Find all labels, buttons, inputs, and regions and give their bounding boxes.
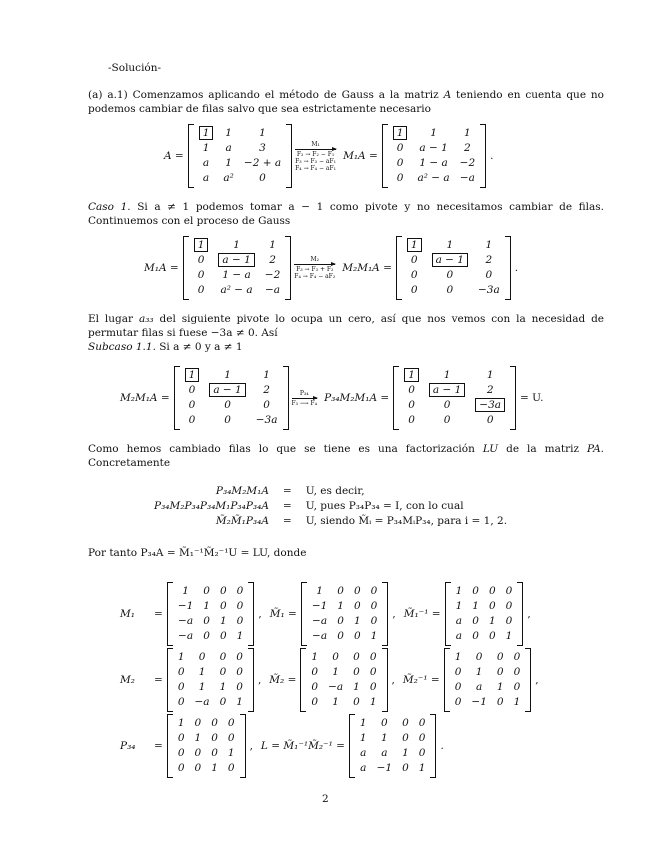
matrix-cell: 0 <box>446 284 454 296</box>
matrix-cell: −3a <box>478 284 500 296</box>
matrix-cell: 0 <box>513 666 521 678</box>
matrix-cell: 0 <box>486 414 494 426</box>
matrix-label: P₃₄ <box>120 740 136 752</box>
matrix-cell: 0 <box>488 630 496 642</box>
matrix-cell: 0 <box>446 269 454 281</box>
matrix-cell: 0 <box>472 630 479 642</box>
solution-heading: -Solución- <box>108 62 162 74</box>
matrix-cell: 0 <box>211 732 218 744</box>
var-a33: a₃₃ <box>138 313 154 325</box>
matrix-cell: 0 <box>219 600 227 612</box>
matrix-cell: 1 <box>177 651 185 663</box>
system-eq: = <box>282 500 292 512</box>
matrix-cell: 0 <box>219 651 227 663</box>
paragraph-4: Por tanto P₃₄A = M̃₁⁻¹M̃₂⁻¹U = LU, donde <box>88 547 307 559</box>
var-PA: PA <box>586 443 601 455</box>
system-lhs: M̃₂M̃₁P₃₄A <box>215 515 269 527</box>
matrix-cell: 1 <box>485 239 493 251</box>
system-eq: = <box>282 515 292 527</box>
matrix-cell: 0 <box>177 696 185 708</box>
matrix-cell: −a <box>459 172 475 184</box>
matrix-cell: 0 <box>370 615 378 627</box>
matrix-cell: 0 <box>370 600 378 612</box>
matrix-M2t <box>300 648 387 712</box>
matrix-cell: −a <box>328 681 344 693</box>
matrix-cell: 2 <box>269 254 276 266</box>
matrix-cell: 1 <box>202 142 210 154</box>
matrix-cell: 1 <box>454 651 462 663</box>
matrix-cell: 2 <box>263 384 270 396</box>
punctuation: , <box>258 608 262 620</box>
matrix-cell: 0 <box>443 399 451 411</box>
equation-rhs-label: M₂M₁A = <box>342 262 392 274</box>
matrix-cell: 1 <box>219 615 227 627</box>
matrix-right <box>382 124 486 188</box>
matrix-cell: 0 <box>402 732 409 744</box>
matrix-cell: 0 <box>236 666 243 678</box>
matrix-cell: a − 1 <box>429 383 465 397</box>
matrix-cell: 0 <box>194 717 202 729</box>
matrix-label: M₂ <box>120 674 135 686</box>
equation-2 <box>140 236 522 300</box>
equation-1 <box>160 124 497 188</box>
matrix-cell: 0 <box>408 414 415 426</box>
matrix-cell: 0 <box>402 762 409 774</box>
equation-lhs: A = <box>164 150 184 162</box>
matrix-cell: 0 <box>369 681 377 693</box>
matrix-cell: 0 <box>236 681 243 693</box>
operation-step: F₄ → F₄ − aF₁ <box>295 164 337 172</box>
matrix-cell: 0 <box>177 762 185 774</box>
matrix-cell: 1 <box>199 126 214 140</box>
matrix-cell: 1 <box>219 681 227 693</box>
matrix-cell: 0 <box>418 717 426 729</box>
matrix-cell: 0 <box>224 399 231 411</box>
punctuation: , <box>527 608 531 620</box>
matrix-cell: 0 <box>443 414 451 426</box>
page-number: 2 <box>322 793 329 805</box>
matrix-cell: 1 <box>359 717 367 729</box>
operation-step: F₂ → F₂ − F₁ <box>296 150 335 158</box>
caso1-title: Caso 1. <box>88 201 131 213</box>
matrix-cell: 0 <box>454 696 462 708</box>
matrix-cell: −2 + a <box>243 157 282 169</box>
matrix-cell: 0 <box>488 600 496 612</box>
matrix-cell: a <box>360 747 367 759</box>
matrix-cell: a <box>476 681 483 693</box>
matrix-cell: 0 <box>353 651 360 663</box>
matrix-cell: 1 <box>236 630 244 642</box>
system-lhs: P₃₄M₂P₃₄P₃₄M₁P₃₄P₃₄A <box>154 500 269 512</box>
matrix-label: M̃₂⁻¹ = <box>402 674 440 686</box>
equation-3 <box>116 366 547 430</box>
intro-paragraph <box>88 88 604 116</box>
matrix-M2 <box>167 648 254 712</box>
matrix-cell: a − 1 <box>432 253 468 267</box>
matrix-cell: 1 <box>198 681 206 693</box>
matrix-cell: 0 <box>203 630 210 642</box>
punctuation: , <box>535 674 539 686</box>
matrix-cell: 1 <box>211 762 218 774</box>
matrix-cell: 1 <box>316 585 323 597</box>
matrix-row-3 <box>116 714 448 778</box>
matrix-cell: 1 <box>259 127 266 139</box>
matrix-cell: −1 <box>376 762 393 774</box>
equation-rhs-label: M₁A = <box>343 150 378 162</box>
matrix-cell: 0 <box>311 696 319 708</box>
matrix-cell: 0 <box>496 651 504 663</box>
matrix-cell: −a <box>265 284 281 296</box>
matrix-cell: a <box>225 142 232 154</box>
para2-text2: del siguiente pivote lo ocupa un cero, así que nos vemos con la necesidad de permutar filas si fuese −3a ≠ 0. Así <box>88 313 604 339</box>
matrix-cell: 1 <box>332 666 339 678</box>
matrix-cell: 0 <box>513 651 521 663</box>
matrix-cell: 1 <box>194 732 202 744</box>
matrix-cell: 1 <box>455 600 463 612</box>
matrix-cell: 0 <box>337 630 344 642</box>
arrow-line <box>295 149 336 150</box>
matrix-cell: 0 <box>475 651 483 663</box>
matrix-cell: 2 <box>486 384 494 396</box>
matrix-cell: 0 <box>227 762 235 774</box>
matrix-cell: −a <box>312 630 328 642</box>
punctuation: , <box>249 740 253 752</box>
matrix-cell: 1 <box>513 696 521 708</box>
matrix-cell: 0 <box>236 651 243 663</box>
system-rhs: U, siendo M̃ᵢ = P₃₄MᵢP₃₄, para i = 1, 2. <box>305 515 508 527</box>
punctuation: , <box>392 608 396 620</box>
matrix-cell: 1 <box>402 747 409 759</box>
matrix-cell: 0 <box>197 254 205 266</box>
matrix-cell: 0 <box>410 284 418 296</box>
system-lhs: P₃₄M₂M₁A <box>215 485 269 497</box>
matrix-cell: 0 <box>311 681 319 693</box>
matrix-cell: 1 <box>496 681 504 693</box>
matrix-cell: 0 <box>194 747 202 759</box>
matrix-cell: 1 <box>225 157 232 169</box>
matrix-cell: 0 <box>370 585 378 597</box>
para3-text1: Como hemos cambiado filas lo que se tiene es una factorización <box>88 443 483 455</box>
matrix-cell: 0 <box>236 600 244 612</box>
matrix-cell: 0 <box>396 142 404 154</box>
matrix-label: M̃₁ = <box>269 608 297 620</box>
matrix-cell: −a <box>194 696 210 708</box>
matrix-cell: 1 <box>177 717 185 729</box>
matrix-cell: 0 <box>259 172 266 184</box>
intro-text-1: Comenzamos aplicando el método de Gauss a la matriz <box>127 89 444 101</box>
matrix-cell: 1 <box>353 615 361 627</box>
equals-sign: = <box>154 674 163 686</box>
matrix-cell: 0 <box>337 585 344 597</box>
matrix-cell: 1 <box>194 238 209 252</box>
matrix-cell: 0 <box>211 747 218 759</box>
matrix-cell: 0 <box>513 681 521 693</box>
matrix-cell: 0 <box>224 414 231 426</box>
matrix-cell: −2 <box>459 157 476 169</box>
matrix-cell: 1 <box>224 369 231 381</box>
matrix-cell: 0 <box>369 666 377 678</box>
matrix-cell: 0 <box>211 717 218 729</box>
equation-rhs-label: P₃₄M₂M₁A = <box>324 392 390 404</box>
matrix-cell: a² <box>223 172 234 184</box>
matrix-cell: 1 <box>227 747 235 759</box>
matrix-cell: 0 <box>177 747 185 759</box>
caso1-text: Si a ≠ 1 podemos tomar a − 1 como pivote y no necesitamos cambiar de filas. Continuemos con el proceso de Gauss <box>88 201 604 227</box>
matrix-label: M̃₁⁻¹ = <box>403 608 441 620</box>
matrix-cell: 0 <box>402 717 409 729</box>
matrix-cell: 1 <box>370 630 378 642</box>
matrix-cell: 1 <box>464 127 471 139</box>
matrix-cell: 1 <box>418 762 426 774</box>
intro-text-2: teniendo en cuenta que no podemos cambiar de filas salvo que sea estrictamente necesario <box>88 89 604 115</box>
matrix-cell: 1 <box>430 127 437 139</box>
matrix-cell: a <box>202 172 210 184</box>
matrix-cell: 0 <box>496 696 504 708</box>
matrix-cell: 0 <box>353 585 361 597</box>
matrix-cell: 0 <box>332 651 339 663</box>
matrix-cell: 0 <box>219 630 227 642</box>
matrix-cell: 1 <box>198 666 206 678</box>
matrix-cell: 0 <box>410 254 418 266</box>
system-eq: = <box>282 485 292 497</box>
matrix-cell: −a <box>178 630 194 642</box>
equals-sign: = <box>154 608 163 620</box>
equation-lhs: M₂M₁A = <box>120 392 170 404</box>
matrix-cell: 1 <box>185 368 200 382</box>
matrix-cell: 1 <box>359 732 367 744</box>
para2-text1: El lugar <box>88 313 139 325</box>
matrix-cell: 0 <box>408 399 415 411</box>
matrix-cell: 0 <box>203 615 210 627</box>
matrix-cell: 0 <box>488 585 496 597</box>
matrix-cell: 0 <box>219 666 227 678</box>
matrix-cell: a <box>455 630 463 642</box>
matrix-cell: 0 <box>311 666 319 678</box>
matrix-cell: 1 <box>455 585 463 597</box>
matrix-cell: 0 <box>485 269 493 281</box>
matrix-cell: 0 <box>197 269 205 281</box>
matrix-M1ti <box>445 582 524 646</box>
matrix-cell: 1 <box>353 681 360 693</box>
matrix-cell: 0 <box>337 615 344 627</box>
row-operation-arrow <box>294 256 335 280</box>
matrix-cell: 0 <box>188 399 196 411</box>
matrix-right <box>393 366 516 430</box>
operation-label: M₁ <box>311 140 320 148</box>
matrix-cell: 1 <box>404 368 419 382</box>
matrix-cell: 1 <box>369 696 377 708</box>
matrix-cell: 0 <box>454 681 462 693</box>
matrix-cell: 1 <box>225 127 232 139</box>
matrix-cell: 0 <box>227 732 235 744</box>
matrix-cell: 0 <box>353 630 361 642</box>
matrix-cell: 0 <box>505 615 513 627</box>
matrix-cell: a <box>381 747 388 759</box>
operation-step: F₃ → F₃ + F₂ <box>296 266 334 273</box>
var-A: A <box>443 89 452 101</box>
matrix-cell: 0 <box>236 585 244 597</box>
matrix-cell: 0 <box>472 615 479 627</box>
matrix-cell: 1 <box>472 600 479 612</box>
matrix-cell: 1 <box>203 600 210 612</box>
matrix-cell: 0 <box>177 666 185 678</box>
matrix-cell: 0 <box>263 399 270 411</box>
operation-step: F₃ ⟶ F₄ <box>291 399 318 407</box>
matrix-cell: a <box>455 615 463 627</box>
matrix-cell: a − 1 <box>209 383 245 397</box>
matrix-cell: 0 <box>188 414 196 426</box>
equation-end: . <box>514 262 519 274</box>
matrix-label: M₁ <box>120 608 135 620</box>
matrix-cell: 1 <box>381 732 388 744</box>
part-label: (a) a.1) <box>88 89 128 101</box>
operation-label: M₂ <box>310 256 320 263</box>
matrix-cell: 0 <box>454 666 462 678</box>
matrix-cell: 0 <box>410 269 418 281</box>
subcaso-title: Subcaso 1.1. <box>88 341 156 353</box>
matrix-cell: 1 − a <box>222 269 251 281</box>
matrix-cell: 1 <box>488 615 496 627</box>
punctuation: . <box>440 740 444 752</box>
system-rhs: U, pues P₃₄P₃₄ = I, con lo cual <box>305 500 464 512</box>
matrix-cell: 1 <box>269 239 276 251</box>
matrix-cell: 1 <box>505 630 513 642</box>
matrix-cell: 2 <box>464 142 471 154</box>
matrix-cell: 0 <box>188 384 196 396</box>
matrix-cell: 1 <box>407 238 422 252</box>
matrix-cell: 1 <box>486 369 494 381</box>
matrix-left <box>183 236 292 300</box>
operation-step: F₃ → F₃ − aF₁ <box>295 157 337 165</box>
matrix-M1t <box>301 582 389 646</box>
matrix-left <box>174 366 289 430</box>
equation-lhs: M₁A = <box>144 262 179 274</box>
matrix-cell: 1 <box>443 369 451 381</box>
var-LU: LU <box>482 443 499 455</box>
matrix-cell: 0 <box>227 717 235 729</box>
matrix-cell: 0 <box>194 762 202 774</box>
caso1-paragraph <box>88 200 604 228</box>
matrix-cell: a <box>202 157 210 169</box>
matrix-cell: 0 <box>505 600 513 612</box>
matrix-cell: −3a <box>255 414 278 426</box>
matrix-label: L = M̃₁⁻¹M̃₂⁻¹ = <box>260 740 345 752</box>
matrix-cell: −3a <box>475 398 505 412</box>
matrix-cell: 0 <box>408 384 415 396</box>
matrix-cell: −a <box>178 615 194 627</box>
matrix-cell: 0 <box>197 284 205 296</box>
paragraph-2 <box>88 312 604 354</box>
matrix-cell: 1 <box>263 369 270 381</box>
matrix-cell: 0 <box>177 681 185 693</box>
paragraph-3 <box>88 442 604 470</box>
matrix-row-1 <box>116 582 535 646</box>
matrix-L <box>349 714 437 778</box>
matrix-cell: 1 <box>393 126 408 140</box>
matrix-cell: 0 <box>505 585 513 597</box>
matrix-cell: 0 <box>236 615 244 627</box>
matrix-cell: 0 <box>369 651 377 663</box>
matrix-cell: 0 <box>353 600 361 612</box>
matrix-cell: a² − a <box>417 172 450 184</box>
row-operation-arrow <box>292 390 318 407</box>
matrix-cell: 0 <box>219 696 227 708</box>
matrix-cell: 0 <box>353 666 360 678</box>
row-operation-arrow <box>295 141 336 172</box>
para3-text3: . Concretamente <box>88 443 604 469</box>
matrix-cell: −1 <box>471 696 487 708</box>
matrix-cell: 1 <box>332 696 339 708</box>
matrix-cell: 1 <box>236 696 243 708</box>
matrix-cell: 1 <box>182 585 189 597</box>
matrix-cell: 1 − a <box>419 157 448 169</box>
matrix-cell: −1 <box>177 600 194 612</box>
matrix-cell: a − 1 <box>419 142 448 154</box>
matrix-cell: a <box>360 762 367 774</box>
punctuation: , <box>257 674 262 686</box>
matrix-cell: 1 <box>446 239 454 251</box>
matrix-cell: 0 <box>177 732 185 744</box>
matrix-cell: 0 <box>198 651 206 663</box>
operation-step: F₄ → F₄ − aF₂ <box>294 273 336 280</box>
equation-end: . <box>490 150 494 162</box>
matrix-cell: 0 <box>418 747 426 759</box>
matrix-cell: a² − a <box>220 284 253 296</box>
matrix-cell: −a <box>312 615 328 627</box>
equation-system <box>150 484 511 529</box>
equation-end: = U. <box>520 392 544 404</box>
matrix-P34 <box>167 714 246 778</box>
matrix-right <box>396 236 511 300</box>
matrix-cell: 0 <box>396 172 404 184</box>
matrix-cell: 0 <box>353 696 360 708</box>
matrix-cell: 1 <box>337 600 344 612</box>
matrix-cell: 1 <box>233 239 240 251</box>
matrix-cell: a − 1 <box>218 253 254 267</box>
equals-sign: = <box>154 740 163 752</box>
operation-label: P₃₄ <box>299 389 309 397</box>
matrix-M1 <box>167 582 255 646</box>
matrix-cell: 0 <box>396 157 404 169</box>
matrix-cell: 0 <box>418 732 426 744</box>
matrix-cell: 2 <box>485 254 493 266</box>
matrix-cell: −1 <box>311 600 328 612</box>
matrix-cell: 1 <box>475 666 483 678</box>
punctuation: , <box>391 674 395 686</box>
system-rhs: U, es decir, <box>305 485 365 497</box>
matrix-cell: 0 <box>472 585 479 597</box>
matrix-cell: −2 <box>264 269 281 281</box>
matrix-cell: 3 <box>259 142 266 154</box>
matrix-left <box>188 124 292 188</box>
arrow-line <box>294 264 335 265</box>
matrix-label: M̃₂ = <box>269 674 297 686</box>
arrow-line <box>292 398 318 399</box>
matrix-cell: 0 <box>496 666 504 678</box>
subcaso-text: Si a ≠ 0 y a ≠ 1 <box>155 341 243 353</box>
matrix-M2ti <box>444 648 532 712</box>
matrix-row-2 <box>116 648 543 712</box>
matrix-cell: 0 <box>381 717 388 729</box>
matrix-cell: 0 <box>203 585 210 597</box>
matrix-cell: 0 <box>219 585 227 597</box>
para3-text2: de la matriz <box>498 443 587 455</box>
matrix-cell: 1 <box>311 651 319 663</box>
